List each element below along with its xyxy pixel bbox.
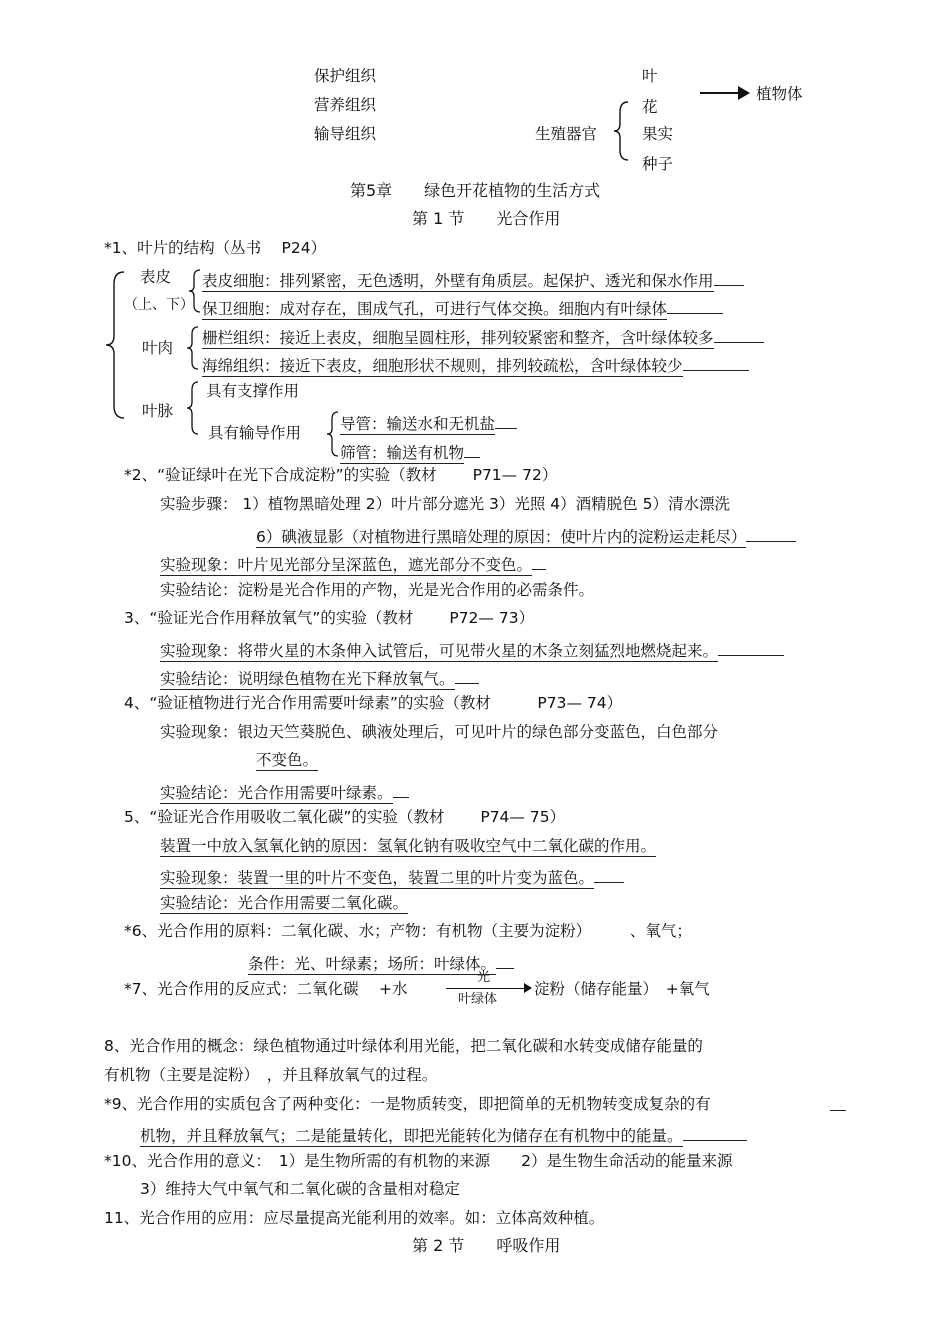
reaction-arrow: [446, 988, 526, 989]
reaction-arrow-head-icon: [524, 983, 532, 993]
exp4-phenomenon-2-text: 不变色。: [256, 751, 319, 769]
exp3-conclusion-text: 实验结论：说明绿色植物在光下释放氧气。: [160, 670, 455, 688]
plant-arrow: [700, 92, 740, 94]
epidermal-cell: [202, 267, 744, 291]
arrow-head-icon: [738, 86, 750, 100]
exp3-heading: 3、“验证光合作用释放氧气”的实验（教材 P72— 73）: [124, 609, 535, 627]
vein-conduct: 具有输导作用: [208, 424, 302, 442]
exp5-phenomenon-text: 实验现象：装置一里的叶片不变色，装置二里的叶片变为蓝色。: [160, 869, 595, 887]
exp5-phenomenon: [160, 864, 624, 888]
palisade-text: 栅栏组织：接近上表皮，细胞呈圆柱形，排列较紧密和整齐，含叶绿体较多: [202, 329, 714, 347]
mesophyll-label: 叶肉: [142, 339, 174, 357]
exp5-conclusion: [160, 893, 408, 913]
item10-line2: 3）维持大气中氧气和二氧化碳的含量相对稳定: [140, 1180, 460, 1198]
exp2-steps-2: [256, 523, 796, 547]
exp2-phenomenon-text: 实验现象：叶片见光部分呈深蓝色，遮光部分不变色。: [160, 556, 533, 574]
reaction-condition-chloroplast: 叶绿体: [458, 992, 498, 1007]
exp2-steps-2-text: 6）碘液显影（对植物进行黑暗处理的原因：使叶片内的淀粉运走耗尽）: [256, 528, 747, 546]
exp3-phenomenon: [160, 637, 784, 661]
section2-title: 第 2 节 呼吸作用: [412, 1236, 561, 1255]
spongy-text: 海绵组织：接近下表皮，细胞形状不规则，排列较疏松，含叶绿体较少: [202, 357, 683, 375]
epidermis-brace: [188, 268, 202, 314]
palisade-tissue: [202, 324, 764, 348]
repro-brace: [612, 100, 632, 162]
xylem: [340, 410, 517, 434]
guard-cell-text: 保卫细胞：成对存在，围成气孔，可进行气体交换。细胞内有叶绿体: [202, 300, 668, 318]
item9-line2: [140, 1122, 747, 1146]
conduct-brace: [326, 410, 340, 458]
exp5-heading: 5、“验证光合作用吸收二氧化碳”的实验（教材 P74— 75）: [124, 808, 566, 826]
epidermal-cell-text: 表皮细胞：排列紧密，无色透明，外壁有角质层。起保护、透光和保水作用: [202, 272, 714, 290]
organ-flower: 花: [642, 98, 658, 116]
epidermis-sub: （上、下）: [124, 297, 194, 313]
vein-brace: [186, 380, 200, 436]
exp4-conclusion: [160, 779, 409, 803]
item9-line1: *9、光合作用的实质包含了两种变化：一是物质转变，即把简单的无机物转变成复杂的有: [104, 1095, 711, 1113]
exp2-phenomenon: [160, 551, 546, 575]
item8-line1: 8、光合作用的概念：绿色植物通过叶绿体利用光能，把二氧化碳和水转变成储存能量的: [104, 1037, 703, 1055]
exp2-conclusion: 实验结论：淀粉是光合作用的产物，光是光合作用的必需条件。: [160, 581, 595, 599]
leaf-heading: *1、叶片的结构（丛书 P24）: [104, 239, 327, 257]
tissue-nutritive: 营养组织: [314, 96, 377, 114]
item8-line2: 有机物（主要是淀粉） ，并且释放氧气的过程。: [104, 1066, 438, 1084]
mesophyll-brace: [186, 325, 200, 371]
reaction-condition-light: 光: [477, 970, 491, 985]
item9-trailing-rule: [830, 1110, 846, 1111]
exp5-reason-text: 装置一中放入氢氧化钠的原因：氢氧化钠有吸收空气中二氧化碳的作用。: [160, 837, 657, 855]
tissue-conductive: 输导组织: [314, 125, 377, 143]
exp3-phenomenon-text: 实验现象：将带火星的木条伸入试管后，可见带火星的木条立刻猛烈地燃烧起来。: [160, 642, 719, 660]
section1-title: 第 1 节 光合作用: [412, 209, 561, 228]
item11: 11、光合作用的应用：应尽量提高光能利用的效率。如：立体高效种植。: [104, 1209, 605, 1227]
guard-cell: [202, 295, 723, 319]
organ-fruit: 果实: [642, 125, 674, 143]
epidermis-label: 表皮: [140, 268, 172, 286]
item7-prefix: *7、光合作用的反应式：二氧化碳 +水: [124, 980, 408, 998]
exp3-conclusion: [160, 665, 479, 689]
spongy-tissue: [202, 352, 749, 376]
exp4-phenomenon-1: 实验现象：银边天竺葵脱色、碘液处理后，可见叶片的绿色部分变蓝色，白色部分: [160, 723, 719, 741]
phloem: [340, 439, 480, 463]
chapter-title: 第5章 绿色开花植物的生活方式: [350, 181, 601, 200]
leaf-main-brace: [104, 270, 126, 420]
item10-line1: *10、光合作用的意义： 1）是生物所需的有机物的来源 2）是生物生命活动的能量来源: [104, 1152, 733, 1170]
exp4-heading: 4、“验证植物进行光合作用需要叶绿素”的实验（教材 P73— 74）: [124, 694, 623, 712]
exp2-heading: *2、“验证绿叶在光下合成淀粉”的实验（教材 P71— 72）: [124, 466, 558, 484]
exp2-steps-1: 实验步骤： 1）植物黑暗处理 2）叶片部分遮光 3）光照 4）酒精脱色 5）清水漂洗: [160, 495, 730, 513]
exp4-phenomenon-2: [256, 750, 318, 770]
repro-organ-label: 生殖器官: [535, 125, 598, 143]
phloem-text: 筛管：输送有机物: [340, 444, 465, 462]
tissue-protective: 保护组织: [314, 67, 377, 85]
item6-line2: [248, 950, 514, 974]
item6-line2-text: 条件：光、叶绿素；场所：叶绿体。: [248, 955, 497, 973]
organ-seed: 种子: [642, 155, 674, 173]
item6-line1: *6、光合作用的原料：二氧化碳、水；产物：有机物（主要为淀粉） 、氧气；: [124, 922, 692, 940]
exp5-reason: [160, 836, 656, 856]
plant-body: 植物体: [756, 85, 803, 103]
organ-leaf: 叶: [642, 67, 658, 85]
vein-label: 叶脉: [142, 402, 174, 420]
exp4-conclusion-text: 实验结论：光合作用需要叶绿素。: [160, 784, 393, 802]
item7-suffix: 淀粉（储存能量） +氧气: [534, 980, 710, 998]
vein-support: 具有支撑作用: [206, 382, 300, 400]
xylem-text: 导管：输送水和无机盐: [340, 415, 496, 433]
exp5-conclusion-text: 实验结论：光合作用需要二氧化碳。: [160, 894, 409, 912]
item9-line2-text: 机物，并且释放氧气；二是能量转化，即把光能转化为储存在有机物中的能量。: [140, 1127, 683, 1145]
